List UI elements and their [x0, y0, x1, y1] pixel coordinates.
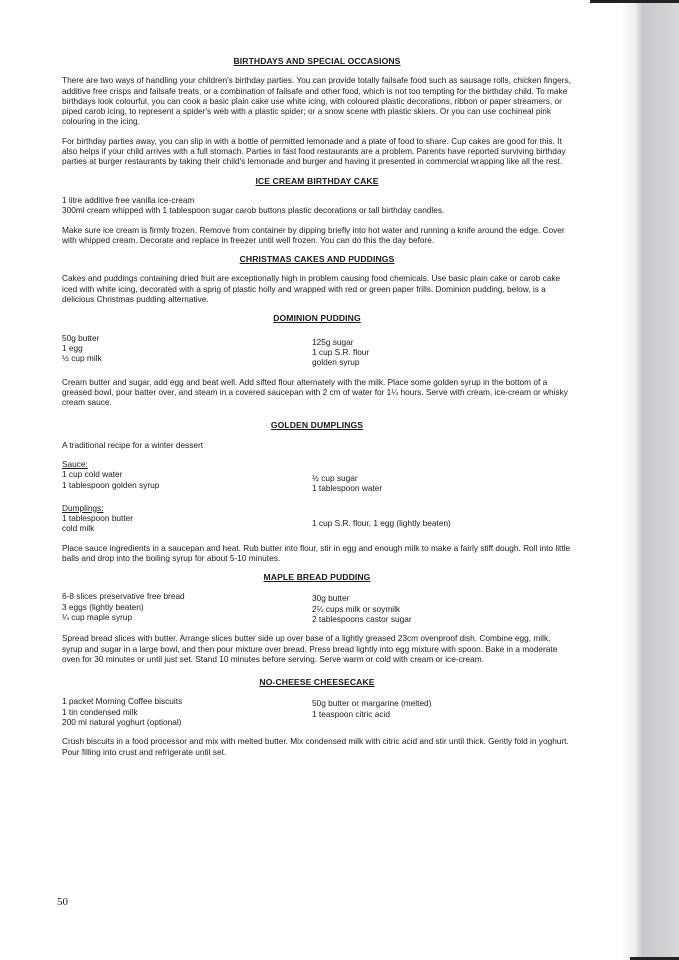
section-golden-dumplings	[62, 420, 572, 563]
method: Place sauce ingredients in a saucepan and heat. Rub butter into flour, stir in egg and enough milk to make a fairly stiff dough. Roll into little balls and drop into the boiling syrup for about 5-10 minutes.	[62, 542, 571, 563]
ingredient: 1 packet Morning Coffee biscuits	[62, 696, 183, 707]
method: Spread bread slices with butter. Arrange slices butter side up over base of a lightly greased 23cm ovenproof dish. Combine egg, milk, syrup and sugar in a large bowl, and then pour mixture over bread. Press bread lightly into egg mixture with spoon. Bake in a moderate oven for 30 minutes or until just set. Stand 10 minutes before serving. Serve warm or cold with cream or ice-cream.	[62, 633, 558, 664]
ingredient: 6-8 slices preservative free bread	[62, 591, 185, 602]
paragraph: Cakes and puddings containing dried fruit are exceptionally high in problem causing food chemicals. Use basic plain cake or carob cake iced with white icing, decorated with a sprig of plastic holly and wrapped with red or green paper frills. Dominion pudding, below, is a delicious Christmas pudding alternative.	[62, 273, 561, 305]
page-content	[62, 56, 572, 766]
ingredient-list	[62, 195, 572, 216]
section-no-cheese-cheesecake	[62, 677, 572, 757]
sauce-right	[312, 459, 572, 494]
ingredient: 1 cup S.R. flour	[312, 346, 370, 357]
dumplings-columns	[62, 503, 572, 534]
ingredients-left	[62, 696, 312, 727]
ingredient: 125g sugar	[312, 336, 354, 347]
heading-birthdays: BIRTHDAYS AND SPECIAL OCCASIONS	[233, 56, 401, 66]
heading-no-cheese-cheesecake: NO-CHEESE CHEESECAKE	[259, 677, 375, 688]
heading-ice-cream-cake: ICE CREAM BIRTHDAY CAKE	[255, 175, 379, 186]
ingredient: golden syrup	[312, 357, 360, 368]
heading-golden-dumplings: GOLDEN DUMPLINGS	[270, 420, 364, 431]
sauce-label: Sauce:	[62, 459, 88, 470]
ingredients-left	[62, 591, 312, 624]
ingredient-columns	[62, 591, 572, 624]
ingredient: 2 tablespoons castor sugar	[312, 613, 412, 624]
heading-christmas: CHRISTMAS CAKES AND PUDDINGS	[239, 254, 395, 265]
ingredients-left	[62, 333, 312, 368]
ingredient: cold milk	[62, 523, 95, 534]
ingredients-right	[312, 333, 572, 368]
dumplings-right	[312, 503, 572, 534]
section-maple-bread-pudding	[62, 572, 572, 664]
ingredient-columns	[62, 696, 572, 727]
ingredient: ½ cup sugar	[312, 473, 358, 484]
method: Cream butter and sugar, add egg and beat well. Add sifted flour alternately with the milk. Place some golden syrup in the bottom of a greased bowl, pour batter over, and steam in a covered saucepan with 2 cm of water for 1¼ hours. Serve with cream, ice-cream or whisky cream sauce.	[62, 376, 568, 408]
sauce-columns	[62, 459, 572, 494]
ingredient: 1 litre additive free vanilla ice-cream	[62, 194, 195, 205]
ingredient: ¼ cup maple syrup	[62, 611, 133, 622]
sauce-left	[62, 459, 312, 494]
heading-dominion-pudding: DOMINION PUDDING	[273, 313, 361, 324]
ingredient: 1 cup S.R. flour, 1 egg (lightly beaten)	[312, 517, 451, 528]
ingredient: 50g butter or margarine (melted)	[312, 698, 432, 709]
ingredient: 3 eggs (lightly beaten)	[62, 601, 144, 612]
dumplings-left	[62, 503, 312, 534]
ingredient: 300ml cream whipped with 1 tablespoon sugar carob buttons plastic decorations or tall birthday candles.	[62, 205, 445, 216]
ingredient: 1 tablespoon golden syrup	[62, 479, 160, 490]
ingredient: 1 tin condensed milk	[62, 706, 138, 717]
ingredients-right	[312, 696, 572, 727]
ingredient: ½ cup milk	[62, 353, 102, 364]
ingredient-columns	[62, 333, 572, 368]
ingredient: 1 egg	[62, 342, 83, 353]
section-birthdays	[62, 56, 572, 167]
ingredient: 50g butter	[62, 332, 100, 343]
page-number: 50	[57, 896, 68, 908]
ingredient: 200 ml natural yoghurt (optional)	[62, 717, 182, 728]
ingredient: 1 cup cold water	[62, 469, 123, 480]
scan-edge-top	[590, 0, 679, 3]
paragraph: For birthday parties away, you can slip in with a bottle of permitted lemonade and a plate of food to share. Cup cakes are good for this. It also helps if your child arrives with a full stomach. Parties in fast food restaurants are a problem. Parents have reported surviving birthday parties at burger restaurants by taking their child's lemonade and burger and having it presented in commercial wrapping like all the rest.	[62, 135, 566, 167]
paragraph: There are two ways of handling your children's birthday parties. You can provide totally failsafe food such as sausage rolls, chicken fingers, additive free crisps and failsafe treats, or a combination of failsafe and other food, which is not too tempting for the birthday child. To make birthdays look colourful, you can cook a basic plain cake use white icing, with coloured plastic decorations, ribbon or paper streamers, or piped carob icing, to represent a spider's web with a plastic spider; or a snow scene with plastic skiers. Or you can use cochineal pink colouring in the icing.	[62, 75, 571, 127]
ingredient: 2¼ cups milk or soymilk	[312, 603, 401, 614]
intro: A traditional recipe for a winter dessert	[62, 439, 204, 450]
ingredient: 30g butter	[312, 593, 350, 604]
ingredient: 1 teaspoon citric acid	[312, 708, 390, 719]
heading-maple-bread-pudding: MAPLE BREAD PUDDING	[263, 572, 371, 583]
ingredient: 1 tablespoon butter	[62, 512, 134, 523]
method: Make sure ice cream is firmly frozen. Remove from container by dipping briefly into hot water and running a knife around the edge. Cover with whipped cream. Decorate and replace in freezer until well frozen. You can do this the day before.	[62, 224, 565, 245]
section-christmas	[62, 254, 572, 304]
ingredient: 1 tablespoon water	[312, 483, 383, 494]
section-ice-cream-cake	[62, 176, 572, 245]
section-dominion-pudding	[62, 313, 572, 407]
ingredients-right	[312, 591, 572, 624]
method: Crush biscuits in a food processor and mix with melted butter. Mix condensed milk with citric acid and stir until thick. Gently fold in yoghurt. Pour filling into crust and refrigerate until set.	[62, 736, 569, 757]
dumplings-label: Dumplings:	[62, 502, 104, 513]
